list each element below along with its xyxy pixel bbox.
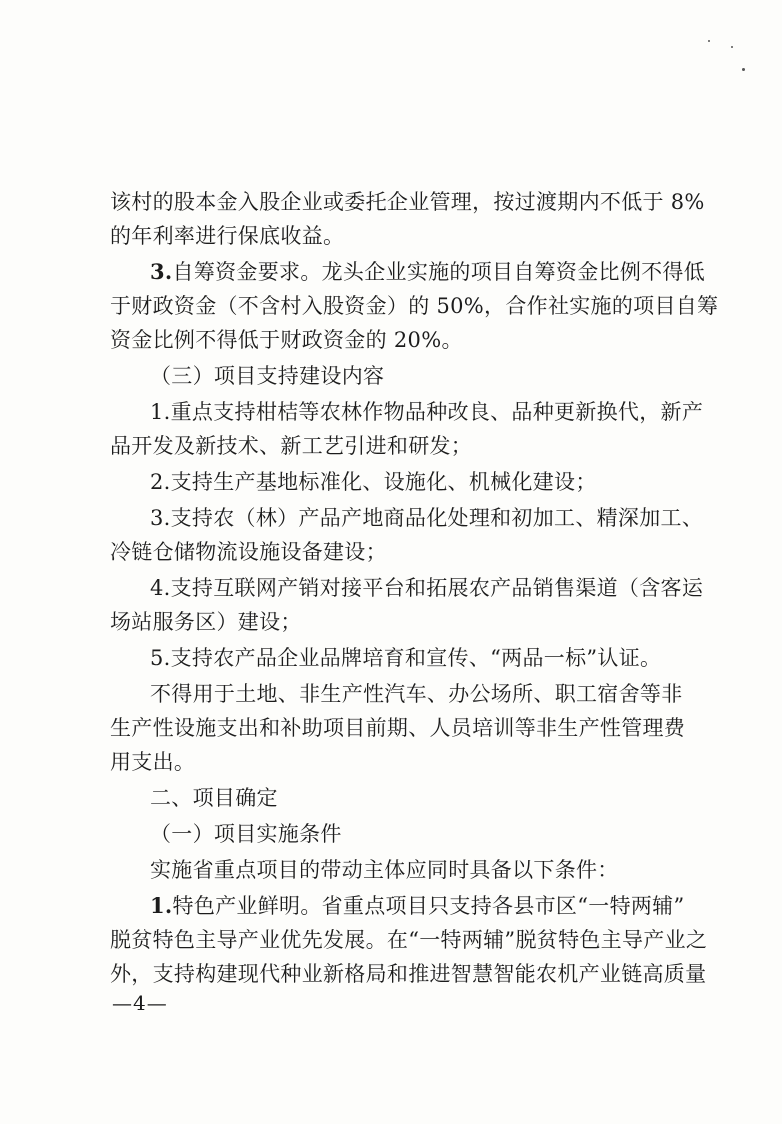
text-line: 5.支持农产品企业品牌培育和宣传、“两品一标”认证。 [150, 646, 662, 670]
text-line: 用支出。 [110, 750, 196, 774]
text-line: 1.重点支持柑桔等农林作物品种改良、品种更新换代，新产 [150, 400, 704, 424]
text-line: 的年利率进行保底收益。 [110, 224, 345, 248]
section-heading: 二、项目确定 [150, 786, 278, 810]
item-number: 3. [150, 259, 173, 284]
text-line: 外，支持构建现代种业新格局和推进智慧智能农机产业链高质量 [110, 962, 707, 986]
text-line: 场站服务区）建设； [110, 610, 302, 634]
text-line: 脱贫特色主导产业优先发展。在“一特两辅”脱贫特色主导产业之 [110, 928, 708, 952]
scan-speck [731, 46, 733, 48]
text-line: 实施省重点项目的带动主体应同时具备以下条件： [150, 858, 619, 882]
page-number: —4— [112, 991, 168, 1015]
text-line: 冷链仓储物流设施设备建设； [110, 540, 387, 564]
item-text: 自筹资金要求。龙头企业实施的项目自筹资金比例不得低 [172, 260, 706, 284]
text-line: 4.支持互联网产销对接平台和拓展农产品销售渠道（含客运 [150, 576, 704, 600]
scan-speck [708, 40, 710, 42]
text-line: 该村的股本金入股企业或委托企业管理，按过渡期内不低于 8% [110, 190, 705, 214]
text-line: 于财政资金（不含村入股资金）的 50%，合作社实施的项目自筹 [110, 294, 719, 318]
subsection-heading: （一）项目实施条件 [150, 822, 342, 846]
text-line: 不得用于土地、非生产性汽车、办公场所、职工宿舍等非 [150, 682, 683, 706]
text-line: 品开发及新技术、新工艺引进和研发； [110, 434, 473, 458]
item-text: 特色产业鲜明。省重点项目只支持各县市区“一特两辅” [172, 894, 685, 918]
section-heading: （三）项目支持建设内容 [150, 364, 385, 388]
text-line: 2.支持生产基地标准化、设施化、机械化建设； [150, 470, 597, 494]
text-line: 资金比例不得低于财政资金的 20%。 [110, 328, 463, 352]
text-line [150, 255, 706, 289]
text-line: 3.支持农（林）产品产地商品化处理和初加工、精深加工、 [150, 506, 704, 530]
text-line [150, 889, 685, 923]
text-line: 生产性设施支出和补助项目前期、人员培训等非生产性管理费 [110, 716, 686, 740]
scan-speck [742, 68, 745, 71]
item-number: 1. [150, 893, 173, 918]
